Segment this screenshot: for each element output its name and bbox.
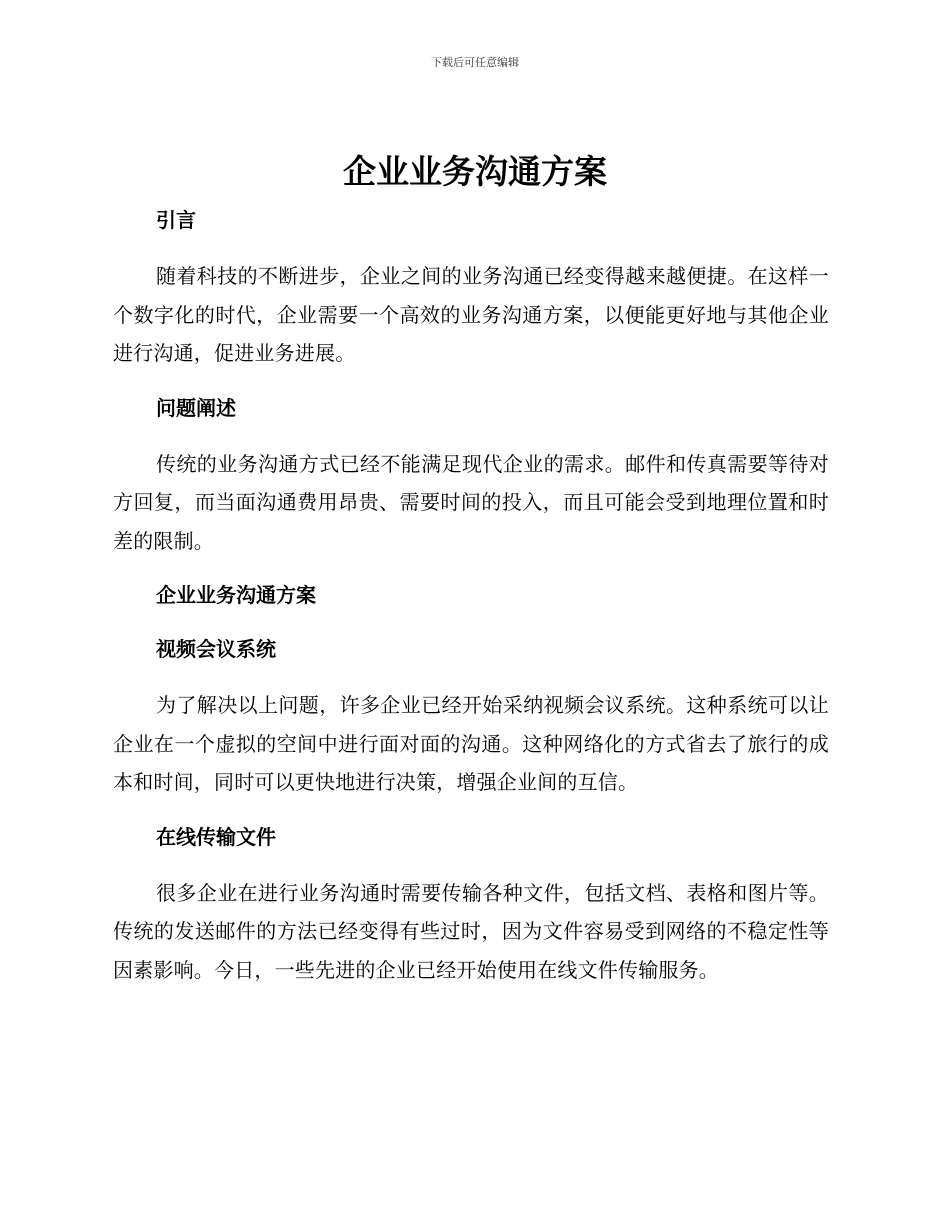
document-body (113, 203, 829, 1007)
section-heading-solution: 企业业务沟通方案 (156, 583, 316, 607)
section-paragraph-video-conference: 为了解决以上问题，许多企业已经开始采纳视频会议系统。这种系统可以让企业在一个虚拟的空间中进行面对面的沟通。这种网络化的方式省去了旅行的成本和时间，同时可以更快地进行决策，增强企业间的互信。 (113, 693, 829, 794)
section-heading-video-conference: 视频会议系统 (156, 637, 276, 661)
section-heading-introduction: 引言 (156, 208, 196, 232)
document-title: 企业业务沟通方案 (343, 152, 607, 191)
section-paragraph-introduction: 随着科技的不断进步，企业之间的业务沟通已经变得越来越便捷。在这样一个数字化的时代，企业需要一个高效的业务沟通方案，以便能更好地与其他企业进行沟通，促进业务进展。 (113, 264, 829, 365)
section-paragraph-file-transfer: 很多企业在进行业务沟通时需要传输各种文件，包括文档、表格和图片等。传统的发送邮件的方法已经变得有些过时，因为文件容易受到网络的不稳定性等因素影响。今日，一些先进的企业已经开始使用在线文件传输服务。 (113, 880, 829, 982)
section-paragraph-problem: 传统的业务沟通方式已经不能满足现代企业的需求。邮件和传真需要等待对方回复，而当面沟通费用昂贵、需要时间的投入，而且可能会受到地理位置和时差的限制。 (113, 451, 829, 553)
section-heading-file-transfer: 在线传输文件 (156, 824, 276, 849)
section-heading-problem: 问题阐述 (156, 395, 236, 420)
page-header-note: 下载后可任意编辑 (431, 56, 519, 69)
